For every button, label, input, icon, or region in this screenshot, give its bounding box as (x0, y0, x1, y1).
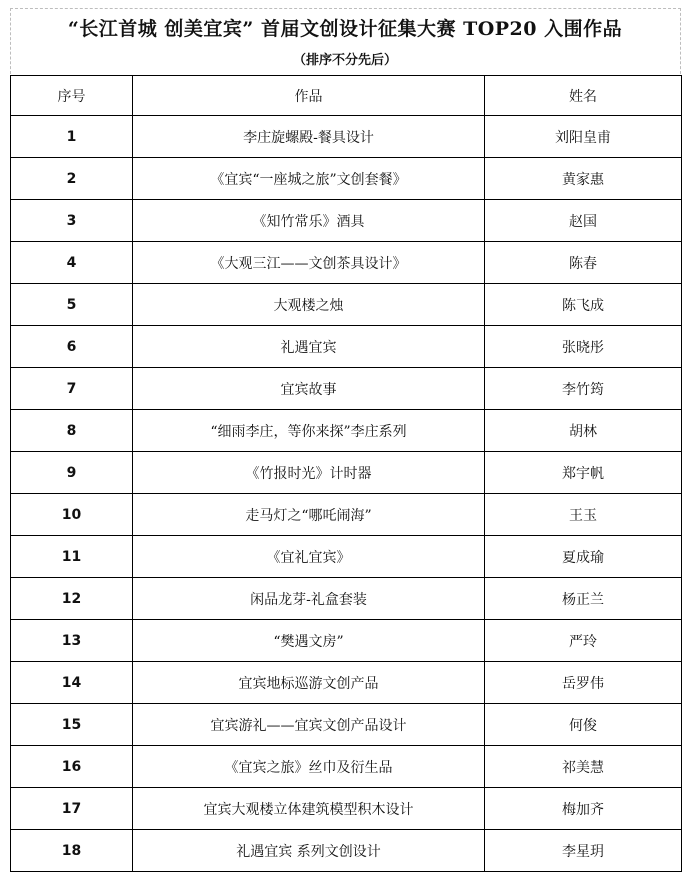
row-author-name: 赵国 (485, 200, 682, 242)
row-number: 14 (11, 662, 133, 704)
row-author-name: 祁美慧 (485, 746, 682, 788)
row-author-name: 胡林 (485, 410, 682, 452)
row-number: 4 (11, 242, 133, 284)
table-row (11, 578, 682, 620)
table-row (11, 410, 682, 452)
row-number: 9 (11, 452, 133, 494)
row-author-name: 李竹筠 (485, 368, 682, 410)
row-number: 10 (11, 494, 133, 536)
row-number: 6 (11, 326, 133, 368)
row-work-title: 《宜宾之旅》丝巾及衍生品 (133, 746, 485, 788)
row-number: 17 (11, 788, 133, 830)
row-number: 12 (11, 578, 133, 620)
row-number: 2 (11, 158, 133, 200)
row-work-title: 宜宾故事 (133, 368, 485, 410)
row-number: 5 (11, 284, 133, 326)
row-work-title: 《知竹常乐》酒具 (133, 200, 485, 242)
finalists-table (10, 75, 682, 872)
table-row (11, 494, 682, 536)
page-title: “长江首城 创美宜宾” 首届文创设计征集大赛 TOP20 入围作品 (67, 18, 623, 40)
table-row (11, 704, 682, 746)
row-number: 18 (11, 830, 133, 872)
table-row (11, 452, 682, 494)
row-author-name: 梅加齐 (485, 788, 682, 830)
row-author-name: 刘阳皇甫 (485, 116, 682, 158)
row-work-title: “细雨李庄，等你来探”李庄系列 (133, 410, 485, 452)
row-author-name: 陈飞成 (485, 284, 682, 326)
row-work-title: 宜宾地标巡游文创产品 (133, 662, 485, 704)
row-work-title: 走马灯之“哪吒闹海” (133, 494, 485, 536)
row-number: 3 (11, 200, 133, 242)
row-work-title: 《宜宾“一座城之旅”文创套餐》 (133, 158, 485, 200)
row-work-title: 《宜礼宜宾》 (133, 536, 485, 578)
row-work-title: “樊遇文房” (133, 620, 485, 662)
row-author-name: 岳罗伟 (485, 662, 682, 704)
row-work-title: 宜宾游礼——宜宾文创产品设计 (133, 704, 485, 746)
table-row (11, 200, 682, 242)
table-row (11, 662, 682, 704)
row-number: 8 (11, 410, 133, 452)
row-work-title: 礼遇宜宾 (133, 326, 485, 368)
table-row (11, 536, 682, 578)
row-author-name: 何俊 (485, 704, 682, 746)
row-work-title: 《大观三江——文创茶具设计》 (133, 242, 485, 284)
table-row (11, 242, 682, 284)
row-number: 11 (11, 536, 133, 578)
row-number: 13 (11, 620, 133, 662)
column-header-number: 序号 (11, 76, 133, 116)
row-author-name: 王玉 (485, 494, 682, 536)
table-body (11, 116, 682, 872)
row-author-name: 黄家惠 (485, 158, 682, 200)
row-work-title: 闲品龙芽-礼盒套装 (133, 578, 485, 620)
row-work-title: 礼遇宜宾 系列文创设计 (133, 830, 485, 872)
table-header-row (11, 76, 682, 116)
table-row (11, 830, 682, 872)
table-row (11, 788, 682, 830)
table-row (11, 284, 682, 326)
row-work-title: 《竹报时光》计时器 (133, 452, 485, 494)
table-row (11, 326, 682, 368)
row-author-name: 郑宇帆 (485, 452, 682, 494)
table-row (11, 158, 682, 200)
row-work-title: 大观楼之烛 (133, 284, 485, 326)
row-work-title: 李庄旋螺殿-餐具设计 (133, 116, 485, 158)
row-author-name: 严玲 (485, 620, 682, 662)
table-row (11, 746, 682, 788)
row-author-name: 夏成瑜 (485, 536, 682, 578)
row-work-title: 宜宾大观楼立体建筑模型积木设计 (133, 788, 485, 830)
row-number: 16 (11, 746, 133, 788)
row-author-name: 张晓彤 (485, 326, 682, 368)
table-row (11, 620, 682, 662)
row-author-name: 杨正兰 (485, 578, 682, 620)
table-row (11, 116, 682, 158)
row-number: 7 (11, 368, 133, 410)
row-number: 1 (11, 116, 133, 158)
row-number: 15 (11, 704, 133, 746)
row-author-name: 李星玥 (485, 830, 682, 872)
column-header-work: 作品 (133, 76, 485, 116)
table-row (11, 368, 682, 410)
column-header-name: 姓名 (485, 76, 682, 116)
row-author-name: 陈春 (485, 242, 682, 284)
page-subtitle: （排序不分先后） (292, 53, 397, 68)
